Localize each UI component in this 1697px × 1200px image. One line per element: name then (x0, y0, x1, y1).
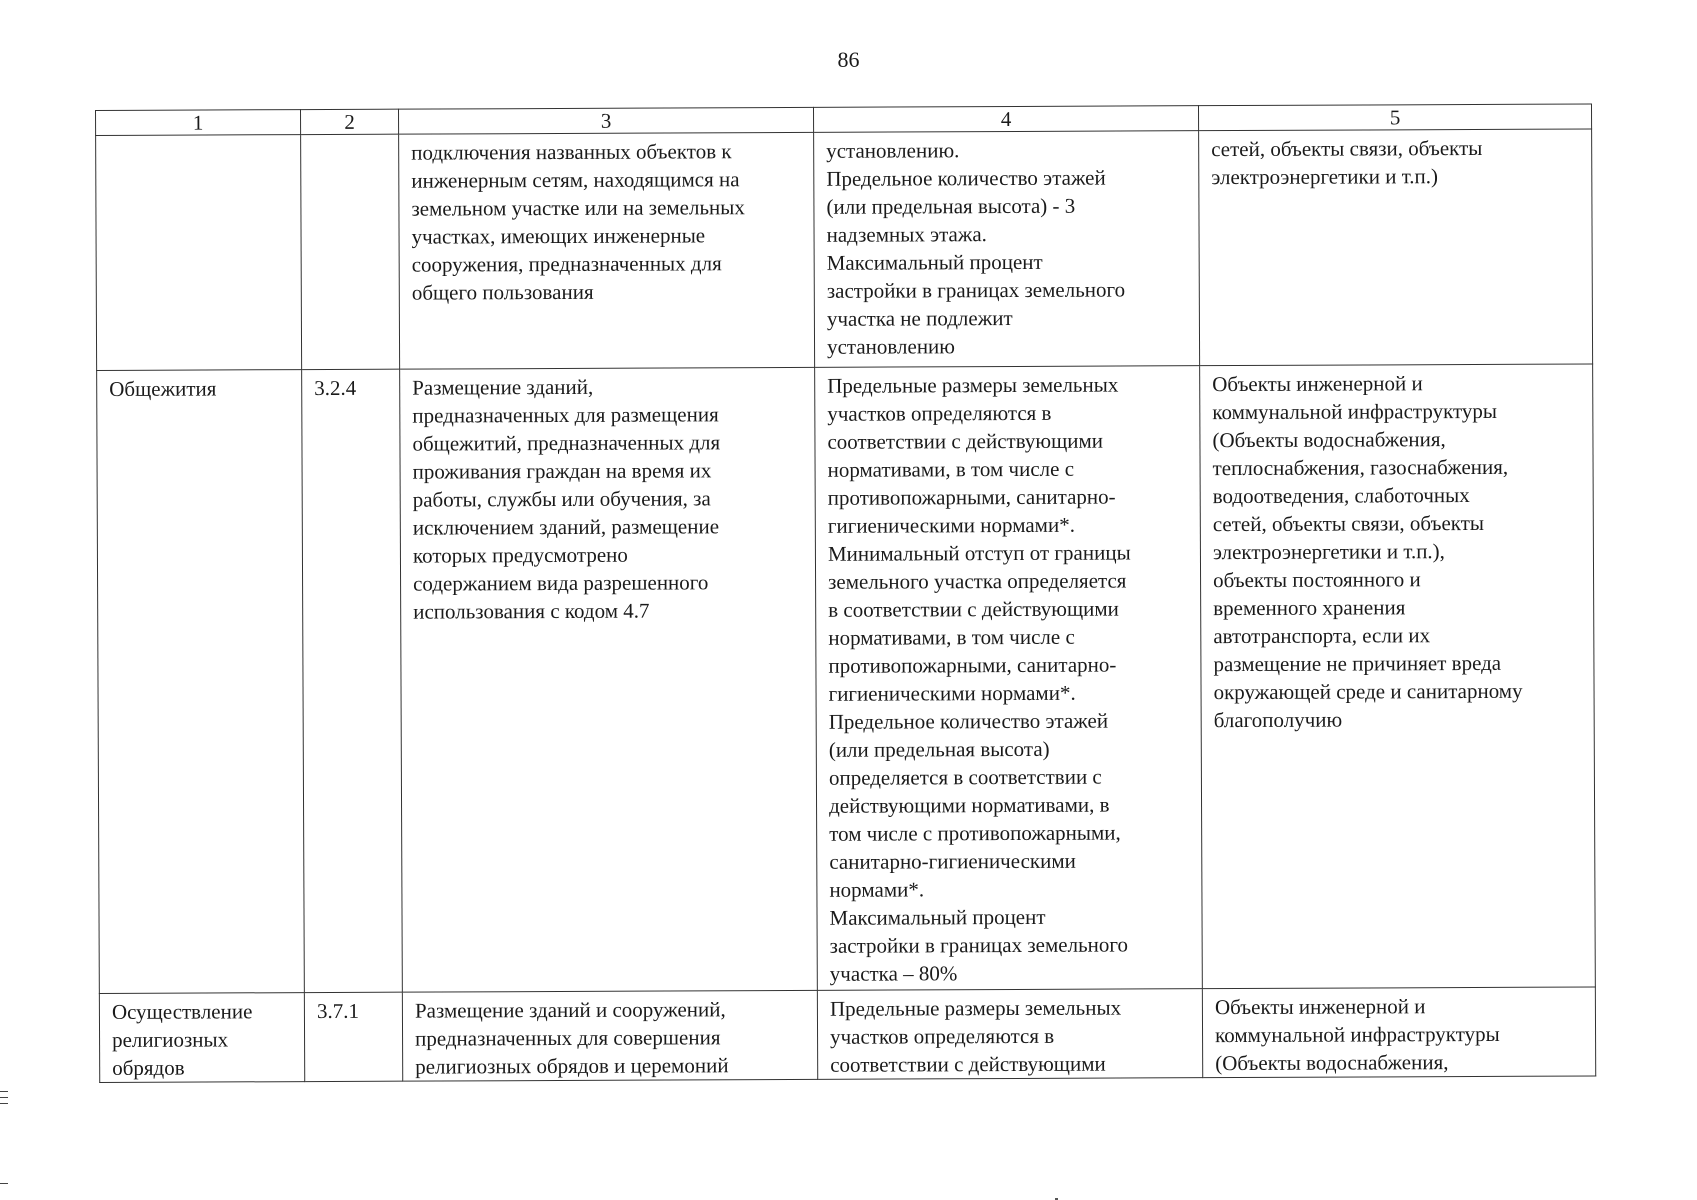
text-line: Предельные размеры земельных (829, 995, 1122, 1021)
parameters-cell (814, 131, 1200, 368)
scan-margin-mark (0, 1183, 8, 1184)
text-line: коммунальной инфраструктуры (1214, 1021, 1500, 1048)
text-line: работы, службы или обучения, за (412, 486, 711, 512)
text-line: автотранспорта, если их (1213, 623, 1431, 649)
text-line: использования с кодом 4.7 (413, 598, 650, 624)
text-line: предназначенных для совершения (415, 1025, 721, 1051)
text-line: участках, имеющих инженерные (411, 223, 706, 249)
text-line: инженерным сетям, находящимся на (411, 167, 740, 193)
text-line: объекты постоянного и (1213, 567, 1421, 593)
text-line: участков определяются в (829, 1023, 1055, 1049)
text-line: противопожарными, санитарно- (828, 652, 1117, 678)
table-row (96, 129, 1593, 371)
scan-margin-mark (0, 1103, 8, 1104)
text-line: Минимальный отступ от границы (827, 540, 1131, 566)
use-name-cell (99, 993, 304, 1083)
text-line: застройки в границах земельного (829, 932, 1129, 958)
text-line: религиозных обрядов и церемоний (415, 1053, 729, 1079)
column-header: 3 (398, 107, 813, 134)
auxiliary-uses-cell (1202, 987, 1595, 1078)
use-description-cell (400, 367, 818, 992)
page-number: 86 (837, 47, 860, 72)
text-line: Предельные размеры земельных (827, 372, 1119, 398)
text-line: застройки в границах земельного (826, 277, 1126, 303)
text-line: водоотведения, слаботочных (1212, 483, 1470, 509)
text-line: Осуществление (111, 999, 253, 1024)
scan-margin-mark (0, 1097, 8, 1098)
text-line: земельном участке или на земельных (411, 195, 745, 221)
text-line: коммунальной инфраструктуры (1212, 398, 1498, 425)
use-code-cell: 3.2.4 (302, 369, 403, 992)
column-header: 1 (96, 110, 301, 136)
text-line: участка – 80% (829, 961, 958, 986)
text-line: сетей, объекты связи, объекты (1212, 510, 1485, 537)
text-line: религиозных (112, 1027, 229, 1052)
text-line: (или предельная высота) - 3 (826, 193, 1076, 219)
text-line: гигиеническими нормами*. (828, 680, 1076, 706)
text-line: Объекты инженерной и (1212, 371, 1423, 397)
use-name-cell: Общежития (97, 370, 305, 994)
text-line: исключением зданий, размещение (412, 514, 720, 540)
text-line: благополучию (1213, 707, 1343, 733)
text-line: обрядов (112, 1055, 185, 1080)
auxiliary-uses-cell (1199, 129, 1593, 366)
text-line: установлению (826, 334, 956, 359)
use-description-cell (402, 990, 817, 1081)
text-line: в соответствии с действующими (828, 596, 1119, 622)
text-line: гигиеническими нормами*. (827, 512, 1075, 538)
text-line: содержанием вида разрешенного (413, 570, 709, 596)
column-header: 4 (813, 106, 1198, 133)
text-line: теплоснабжения, газоснабжения, (1212, 454, 1509, 481)
text-line: предназначенных для размещения (412, 402, 719, 428)
text-line: соответствии с действующими (827, 428, 1104, 454)
text-line: окружающей среде и санитарному (1213, 678, 1523, 705)
text-line: том числе с противопожарными, (829, 820, 1121, 846)
text-line: определяется в соответствии с (828, 764, 1102, 790)
text-line: нормами*. (829, 877, 925, 902)
column-header: 2 (301, 109, 399, 134)
text-line: электроэнергетики и т.п.) (1211, 164, 1439, 190)
text-line: Максимальный процент (826, 249, 1043, 275)
table-row (97, 364, 1596, 994)
text-line: участков определяются в (827, 400, 1052, 426)
use-description-cell (399, 132, 815, 369)
column-header: 5 (1198, 104, 1591, 131)
text-line: действующими нормативами, в (828, 792, 1110, 818)
text-line: санитарно-гигиеническими (829, 848, 1076, 874)
land-use-table (95, 103, 1596, 1083)
table-row (99, 987, 1595, 1083)
text-line: Размещение зданий и сооружений, (414, 997, 726, 1023)
scan-margin-mark (0, 1091, 8, 1092)
text-line: которых предусмотрено (412, 542, 628, 568)
text-line: сетей, объекты связи, объекты (1211, 135, 1483, 162)
text-line: сооружения, предназначенных для (411, 251, 722, 277)
text-line: подключения названных объектов к (411, 139, 732, 165)
text-line: нормативами, в том числе с (828, 624, 1075, 650)
text-line: Предельное количество этажей (826, 165, 1106, 191)
parameters-cell (817, 989, 1202, 1080)
text-line: нормативами, в том числе с (827, 456, 1075, 482)
text-line: земельного участка определяется (828, 568, 1127, 594)
text-line: общего пользования (411, 279, 594, 305)
text-line: установлению. (826, 138, 960, 163)
text-line: временного хранения (1213, 595, 1406, 621)
text-line: соответствии с действующими (830, 1051, 1106, 1077)
use-code-cell: 3.7.1 (304, 992, 402, 1081)
use-name-cell (96, 135, 302, 371)
text-line: (Объекты водоснабжения, (1212, 427, 1446, 453)
text-line: размещение не причиняет вреда (1213, 650, 1502, 677)
text-line: (или предельная высота) (828, 736, 1050, 762)
text-line: Максимальный процент (829, 904, 1046, 930)
text-line: общежитий, предназначенных для (412, 430, 721, 456)
text-line: (Объекты водоснабжения, (1215, 1050, 1449, 1076)
text-line: противопожарными, санитарно- (827, 484, 1116, 510)
parameters-cell (815, 366, 1203, 991)
text-line: надземных этажа. (826, 222, 987, 247)
use-code-cell (301, 134, 400, 369)
text-line: Предельное количество этажей (828, 708, 1109, 734)
text-line: Объекты инженерной и (1214, 994, 1426, 1020)
text-line: электроэнергетики и т.п.), (1212, 539, 1445, 565)
auxiliary-uses-cell (1200, 364, 1596, 989)
text-line: участка не подлежит (826, 305, 1013, 331)
text-line: Размещение зданий, (412, 374, 594, 400)
text-line: проживания граждан на время их (412, 458, 712, 484)
